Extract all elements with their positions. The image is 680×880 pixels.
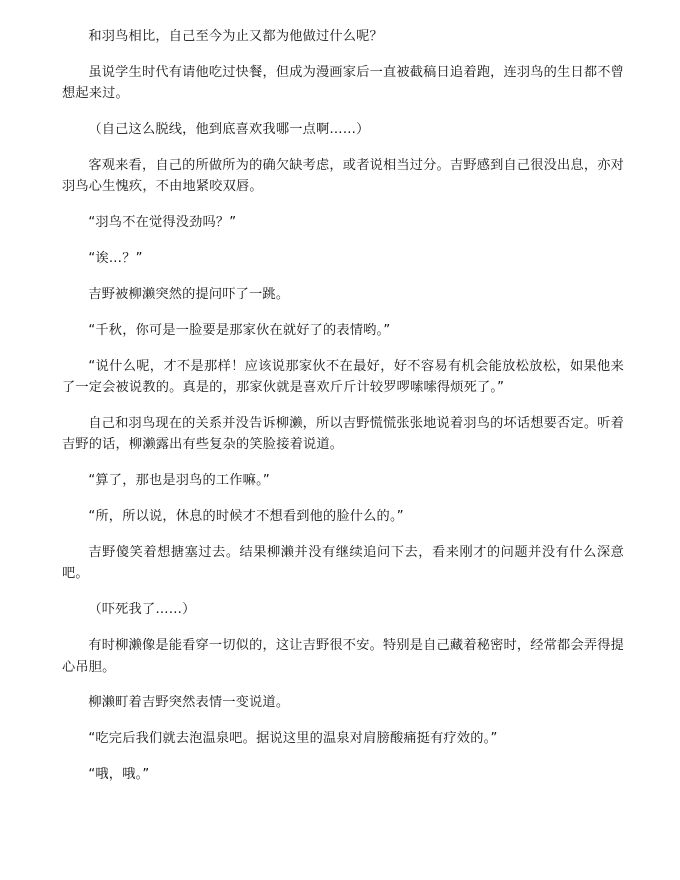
paragraph: 柳濑町着吉野突然表情一变说道。 xyxy=(88,695,290,711)
paragraph: 虽说学生时代有请他吃过快餐，但成为漫画家后一直被截稿日追着跑，连羽鸟的生日都不曾想起来过。 xyxy=(62,64,624,102)
paragraph: “诶…？” xyxy=(88,251,143,267)
paragraph: （吓死我了……） xyxy=(88,602,196,618)
paragraph: “说什么呢，才不是那样！应该说那家伙不在最好，好不容易有机会能放松放松，如果他来了一定会被说教的。真是的，那家伙就是喜欢斤斤计较罗啰嗦嗦得烦死了。” xyxy=(62,358,624,396)
paragraph: “吃完后我们就去泡温泉吧。据说这里的温泉对肩膀酸痛挺有疗效的。” xyxy=(88,731,498,747)
paragraph: “羽鸟不在觉得没劲吗？” xyxy=(88,215,237,231)
paragraph: “所，所以说，休息的时候才不想看到他的脸什么的。” xyxy=(88,509,404,525)
paragraph: “千秋，你可是一脸要是那家伙在就好了的表情哟。” xyxy=(88,322,391,338)
paragraph: 和羽鸟相比，自己至今为止又都为他做过什么呢？ xyxy=(88,29,383,44)
paragraph: “算了，那也是羽鸟的工作嘛。” xyxy=(88,473,270,489)
paragraph: 吉野被柳濑突然的提问吓了一跳。 xyxy=(88,287,290,302)
paragraph: （自己这么脱线，他到底喜欢我哪一点啊……） xyxy=(88,122,370,138)
paragraph: 有时柳濑像是能看穿一切似的，这让吉野很不安。特别是自己藏着秘密时，经常都会弄得提心吊胆。 xyxy=(62,638,624,675)
paragraph: 客观来看，自己的所做所为的确欠缺考虑，或者说相当过分。吉野感到自己很没出息，亦对羽鸟心生愧疚，不由地紧咬双唇。 xyxy=(62,158,624,195)
document-text-body xyxy=(62,26,624,786)
paragraph: 自己和羽鸟现在的关系并没告诉柳濑，所以吉野慌慌张张地说着羽鸟的坏话想要否定。听着吉野的话，柳濑露出有些复杂的笑脸接着说道。 xyxy=(62,416,624,453)
paragraph: 吉野傻笑着想搪塞过去。结果柳濑并没有继续追问下去，看来刚才的问题并没有什么深意吧。 xyxy=(62,545,624,582)
paragraph: “哦，哦。” xyxy=(88,767,150,783)
